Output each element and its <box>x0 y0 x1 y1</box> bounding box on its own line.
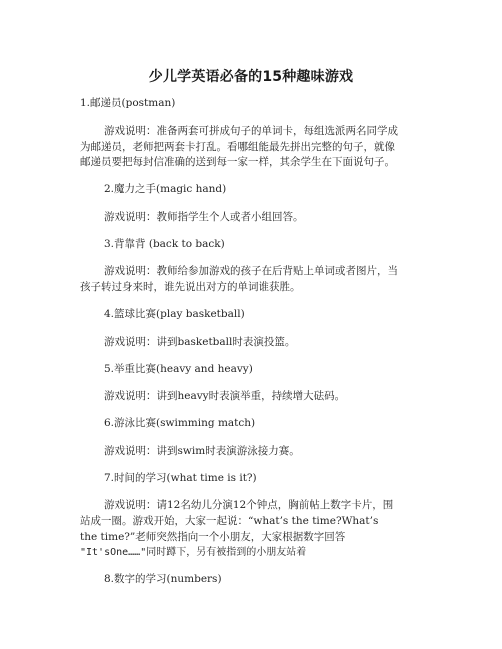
item-7-desc-line-3: the time?”老师突然指向一个小朋友，大家根据数字回答 <box>80 531 346 543</box>
item-7-heading: 7.时间的学习(what time is it?) <box>104 472 257 484</box>
item-4-heading: 4.篮球比赛(play basketball) <box>104 308 245 320</box>
item-7-desc-line-1: 游戏说明：请12名幼儿分演12个钟点，胸前帖上数字卡片，围 <box>104 499 394 511</box>
item-7-desc-line-2: 站成一圈。游戏开始，大家一起说：“what’s the time?What’s <box>80 515 379 527</box>
item-5-heading: 5.举重比赛(heavy and heavy) <box>104 363 253 375</box>
item-5-desc: 游戏说明：讲到heavy时表演举重，持续增大砝码。 <box>104 390 346 402</box>
item-7-desc-line-4: "It'sOne……"同时蹲下，另有被指到的小朋友站着 <box>80 547 307 558</box>
item-8-heading: 8.数字的学习(numbers) <box>104 573 222 585</box>
item-2-heading: 2.魔力之手(magic hand) <box>104 183 227 195</box>
item-1-desc-line-3: 邮递员要把每封信准确的送到每一家一样，其余学生在下面说句子。 <box>80 156 395 168</box>
item-3-desc-line-2: 孩子转过身来时，谁先说出对方的单词谁获胜。 <box>80 281 301 293</box>
item-1-desc-line-1: 游戏说明：准备两套可拼成句子的单词卡，每组选派两名同学成 <box>104 125 398 137</box>
item-3-heading: 3.背靠背 (back to back) <box>104 238 225 250</box>
item-1-desc-line-2: 为邮递员，老师把两套卡打乱。看哪组能最先拼出完整的句子，就像 <box>80 141 395 153</box>
item-6-heading: 6.游泳比赛(swimming match) <box>104 417 256 429</box>
document-title: 少儿学英语必备的15种趣味游戏 <box>148 69 354 85</box>
item-4-desc: 游戏说明：讲到basketball时表演投篮。 <box>104 336 296 348</box>
item-3-desc-line-1: 游戏说明：教师给参加游戏的孩子在后背贴上单词或者图片，当 <box>104 265 398 277</box>
item-2-desc: 游戏说明：教师指学生个人或者小组回答。 <box>104 211 304 223</box>
item-6-desc: 游戏说明：讲到swim时表演游泳接力赛。 <box>104 445 300 457</box>
item-1-heading: 1.邮递员(postman) <box>80 97 176 109</box>
